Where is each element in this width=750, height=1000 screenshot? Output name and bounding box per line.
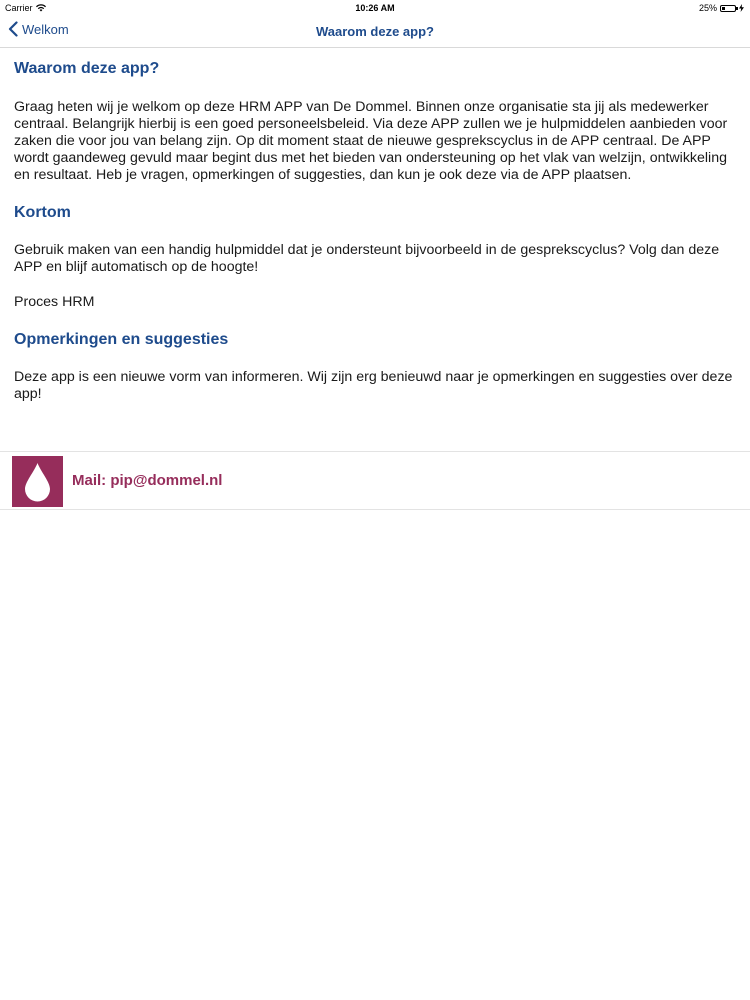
status-time: 10:26 AM (355, 3, 395, 13)
section-heading-opmerkingen: Opmerkingen en suggesties (14, 331, 229, 348)
charging-bolt-icon (739, 4, 744, 12)
navigation-bar (0, 16, 750, 48)
page-title: Waarom deze app? (316, 24, 434, 39)
water-drop-icon (12, 456, 63, 507)
section-heading-why: Waarom deze app? (14, 60, 160, 77)
mail-link[interactable]: Mail: pip@dommel.nl (72, 472, 223, 489)
section-paragraph-why: Graag heten wij je welkom op deze HRM APP van De Dommel. Binnen onze organisatie sta jij als medewerker centraal. Belangrijk hierbij is een goed personeelsbeleid. Via deze APP zullen we je hulpmiddelen aanbieden voor zaken die voor jou van belang zijn. Op dit moment staat de nieuwe gesprekscyclus in de APP centraal. De APP wordt gaandeweg gevuld maar begint dus met het bieden van ondersteuning op het vlak van welzijn, ontwikkeling en resultaat. Heb je vragen, opmerkingen of suggesties, dan kun je ook deze via de APP plaatsen. (14, 99, 728, 183)
mail-row[interactable] (0, 451, 750, 510)
back-button-label: Welkom (22, 21, 69, 37)
battery-percentage: 25% (698, 3, 717, 13)
battery-indicator (699, 3, 744, 13)
battery-icon (720, 5, 736, 12)
section-paragraph-opmerkingen: Deze app is een nieuwe vorm van informeren. Wij zijn erg benieuwd naar je opmerkingen en suggesties over deze app! (14, 369, 733, 402)
carrier-label: Carrier (5, 3, 33, 13)
section-paragraph-proces: Proces HRM (14, 294, 95, 310)
section-heading-kortom: Kortom (14, 204, 71, 221)
dommel-logo (12, 456, 63, 507)
status-bar (0, 0, 750, 16)
battery-level-fill (722, 7, 725, 10)
content-area (14, 58, 736, 403)
section-paragraph-kortom: Gebruik maken van een handig hulpmiddel dat je ondersteunt bijvoorbeeld in de gesprekscyclus? Volg dan deze APP en blijf automatisch op de hoogte! (14, 242, 720, 275)
